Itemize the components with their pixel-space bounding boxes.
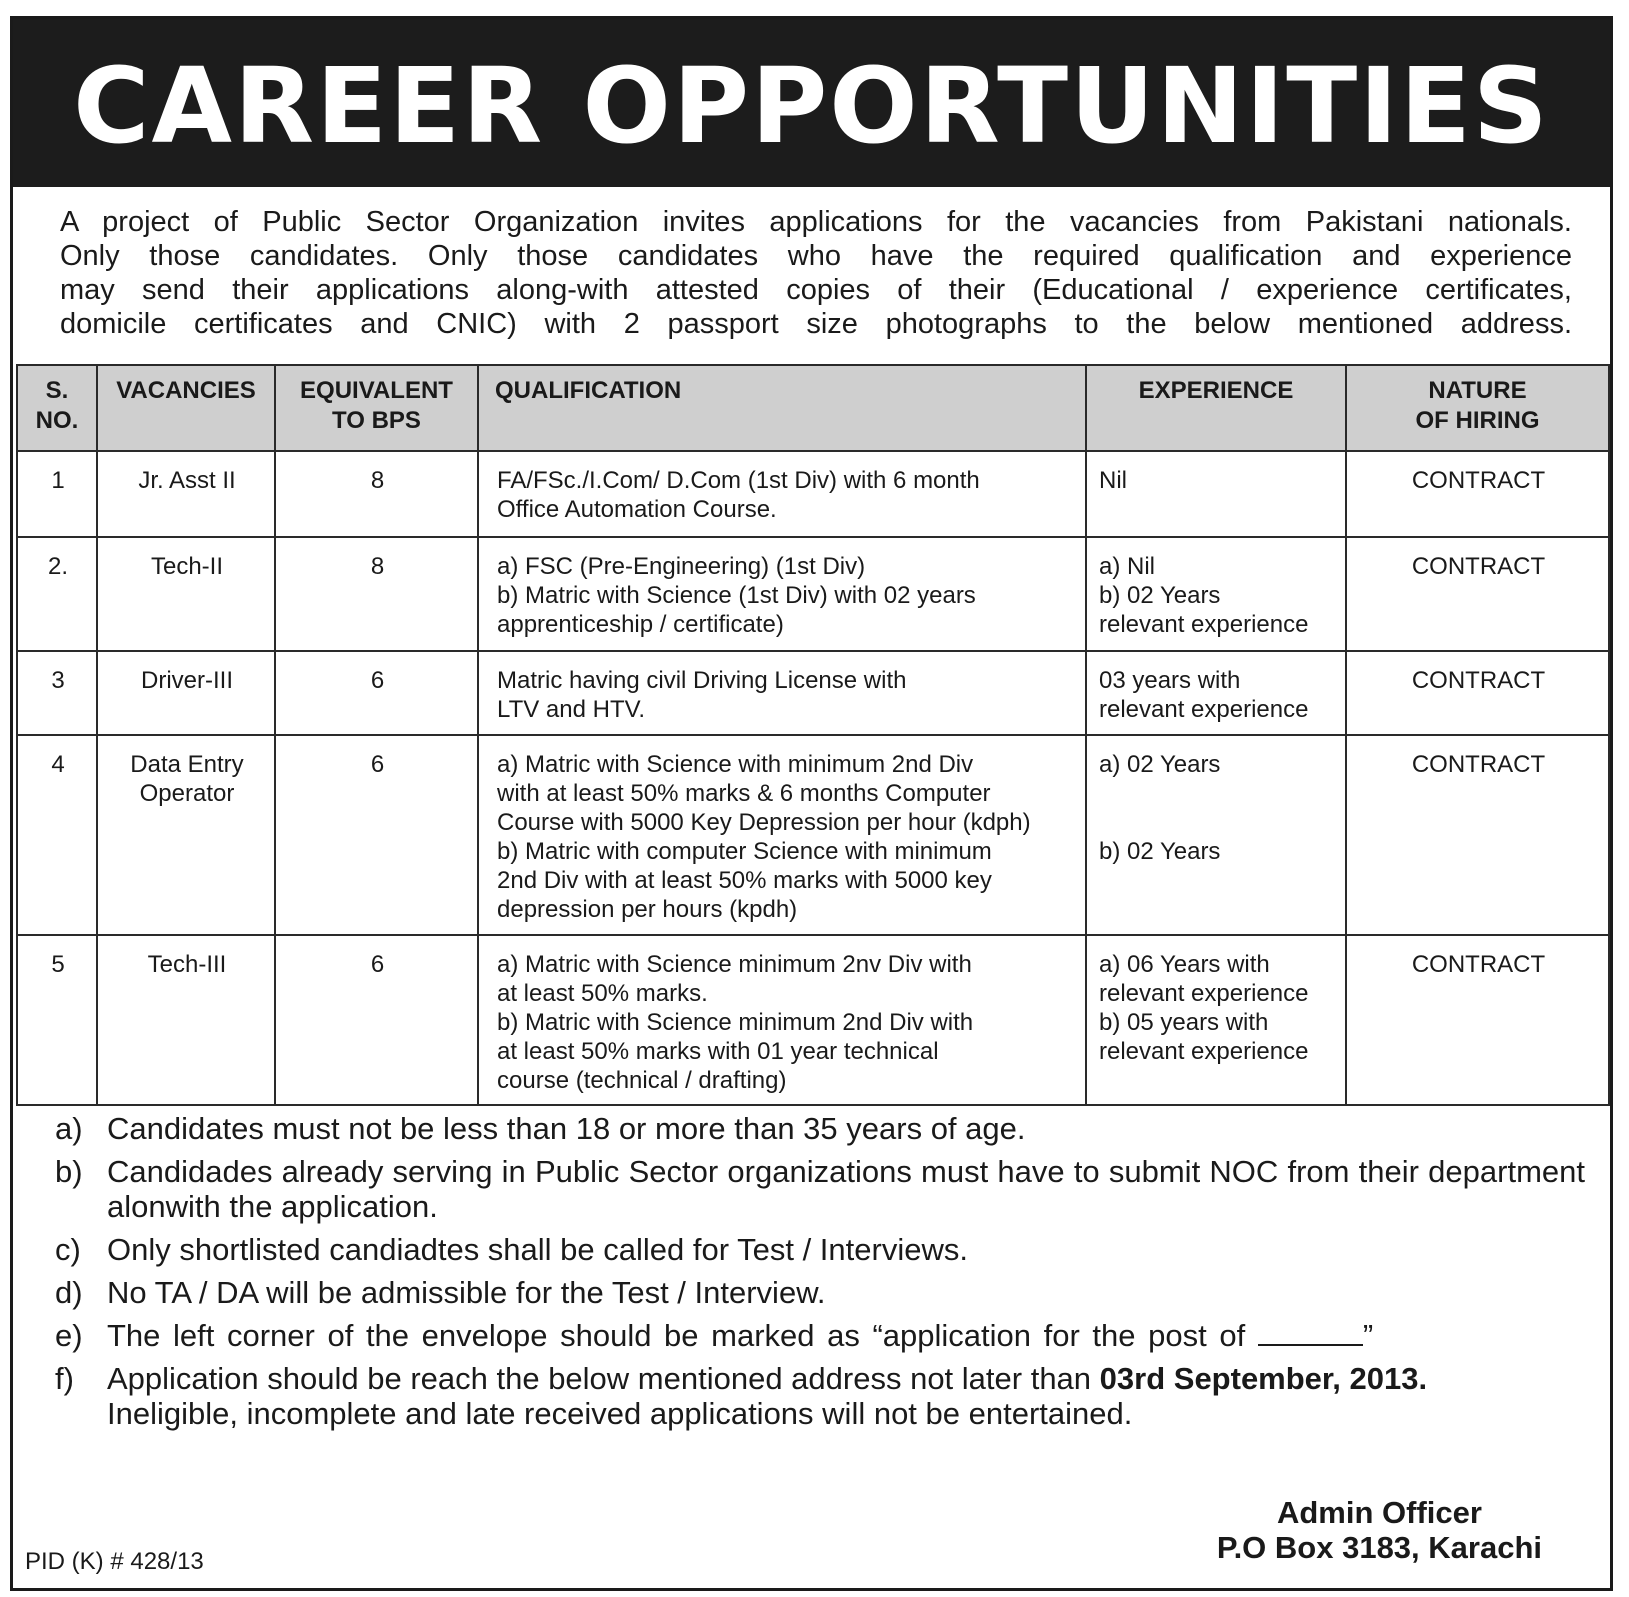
- closing-quote: ”: [1362, 1318, 1374, 1353]
- vacancy-line: Operator: [139, 780, 235, 807]
- cell-sno: 4: [17, 735, 97, 935]
- cell-bps: 6: [275, 735, 478, 935]
- header-hiring-line: NATURE: [1428, 377, 1527, 404]
- experience-line: 03 years with: [1099, 667, 1241, 694]
- header-qualification: QUALIFICATION: [478, 365, 1086, 451]
- condition-letter: e): [55, 1318, 83, 1353]
- condition-letter: a): [55, 1111, 83, 1146]
- header-sno-line: NO.: [35, 407, 79, 434]
- cell-bps: 6: [275, 935, 478, 1105]
- vacancy-line: Data Entry: [130, 751, 244, 778]
- intro-line: A project of Public Sector Organization invites applications for the vacancies from Pakistani nationals.: [60, 206, 1572, 238]
- experience-line: relevant experience: [1099, 1038, 1309, 1065]
- cell-sno: 1: [17, 451, 97, 537]
- qualification-line: with at least 50% marks & 6 months Computer: [497, 780, 991, 807]
- condition-item: [55, 1111, 1585, 1146]
- signature-title: Admin Officer: [1276, 1495, 1482, 1530]
- header-bps-line: EQUIVALENT: [300, 377, 453, 404]
- cell-hiring: CONTRACT: [1346, 735, 1609, 935]
- qualification-line: at least 50% marks with 01 year technical: [497, 1038, 939, 1065]
- qualification-line: b) Matric with computer Science with minimum: [497, 838, 992, 865]
- condition-text: [107, 1361, 1585, 1431]
- condition-text-main: Application should be reach the below mentioned address not later than: [107, 1361, 1092, 1396]
- cell-sno: 5: [17, 935, 97, 1105]
- cell-sno: 2.: [17, 537, 97, 651]
- intro-line: Only those candidates. Only those candidates who have the required qualification and experience: [60, 240, 1572, 272]
- cell-hiring: CONTRACT: [1346, 935, 1609, 1105]
- table-row: [17, 651, 1609, 735]
- table-row: [17, 735, 1609, 935]
- signature-block: [1217, 1495, 1542, 1565]
- condition-letter: b): [55, 1154, 83, 1189]
- title-banner: [13, 19, 1610, 187]
- table-header-row: [17, 365, 1609, 451]
- cell-qualification: [478, 735, 1086, 935]
- header-sno: [17, 365, 97, 451]
- condition-letter: d): [55, 1275, 83, 1310]
- header-sno-line: S.: [45, 377, 69, 404]
- qualification-line: FA/FSc./I.Com/ D.Com (1st Div) with 6 month: [497, 467, 980, 494]
- condition-text-second: Ineligible, incomplete and late received applications will not be entertained.: [107, 1396, 1133, 1431]
- cell-experience: [1086, 735, 1346, 935]
- cell-vacancy: [97, 537, 275, 651]
- experience-line: a) Nil: [1099, 553, 1156, 580]
- header-vacancies: VACANCIES: [97, 365, 275, 451]
- qualification-line: LTV and HTV.: [497, 696, 646, 723]
- header-bps: [275, 365, 478, 451]
- experience-line: a) 02 Years: [1099, 751, 1221, 778]
- qualification-line: Office Automation Course.: [497, 496, 777, 523]
- header-bps-line: TO BPS: [332, 407, 421, 434]
- cell-experience: [1086, 451, 1346, 537]
- cell-qualification: [478, 935, 1086, 1105]
- cell-hiring: CONTRACT: [1346, 651, 1609, 735]
- cell-qualification: [478, 651, 1086, 735]
- experience-line: Nil: [1099, 467, 1127, 494]
- table-row: [17, 451, 1609, 537]
- condition-letter: c): [55, 1232, 81, 1267]
- cell-hiring: CONTRACT: [1346, 537, 1609, 651]
- condition-text-main: The left corner of the envelope should be marked as “application for the post of: [107, 1318, 1246, 1353]
- condition-letter: f): [55, 1361, 74, 1396]
- cell-vacancy: [97, 651, 275, 735]
- qualification-line: b) Matric with Science minimum 2nd Div with: [497, 1009, 974, 1036]
- qualification-line: course (technical / drafting): [497, 1067, 787, 1094]
- cell-vacancy: [97, 735, 275, 935]
- qualification-line: b) Matric with Science (1st Div) with 02 years: [497, 582, 976, 609]
- condition-item: [55, 1361, 1585, 1431]
- condition-text: Only shortlisted candiadtes shall be called for Test / Interviews.: [107, 1232, 968, 1267]
- qualification-line: 2nd Div with at least 50% marks with 5000 key: [497, 867, 992, 894]
- experience-gap: [1099, 779, 1335, 837]
- header-hiring: [1346, 365, 1609, 451]
- intro-line: domicile certificates and CNIC) with 2 passport size photographs to the below mentioned address.: [60, 308, 1572, 340]
- cell-bps: 8: [275, 451, 478, 537]
- cell-bps: 6: [275, 651, 478, 735]
- cell-experience: [1086, 651, 1346, 735]
- qualification-line: Matric having civil Driving License with: [497, 667, 907, 694]
- deadline-date: 03rd September, 2013.: [1099, 1361, 1428, 1396]
- vacancies-table: [16, 364, 1610, 1106]
- cell-bps: 8: [275, 537, 478, 651]
- experience-line: a) 06 Years with: [1099, 951, 1270, 978]
- page-title: CAREER OPPORTUNITIES: [73, 45, 1550, 167]
- qualification-line: a) FSC (Pre-Engineering) (1st Div): [497, 553, 866, 580]
- cell-experience: [1086, 537, 1346, 651]
- experience-line: relevant experience: [1099, 980, 1309, 1007]
- qualification-line: a) Matric with Science minimum 2nv Div with: [497, 951, 972, 978]
- vacancy-line: Tech-II: [150, 553, 224, 580]
- qualification-line: Course with 5000 Key Depression per hour (kdph): [497, 809, 1031, 836]
- cell-qualification: [478, 537, 1086, 651]
- condition-text: [107, 1318, 1585, 1353]
- condition-item: [55, 1232, 1585, 1267]
- header-hiring-line: OF HIRING: [1415, 407, 1540, 434]
- experience-line: relevant experience: [1099, 696, 1309, 723]
- cell-hiring: CONTRACT: [1346, 451, 1609, 537]
- experience-line: relevant experience: [1099, 611, 1309, 638]
- qualification-line: at least 50% marks.: [497, 980, 708, 1007]
- intro-line: may send their applications along-with attested copies of their (Educational / experience certificates,: [60, 274, 1572, 306]
- cell-sno: 3: [17, 651, 97, 735]
- cell-experience: [1086, 935, 1346, 1105]
- experience-line: b) 02 Years: [1099, 838, 1221, 865]
- vacancy-line: Driver-III: [141, 667, 233, 694]
- blank-line: [1258, 1322, 1363, 1346]
- vacancy-line: Jr. Asst II: [138, 467, 236, 494]
- cell-qualification: [478, 451, 1086, 537]
- qualification-line: depression per hours (kpdh): [497, 896, 798, 923]
- condition-text: Candidades already serving in Public Sector organizations must have to submit NOC from their department alonwith the application.: [107, 1154, 1585, 1224]
- condition-item: [55, 1154, 1585, 1224]
- experience-line: b) 05 years with: [1099, 1009, 1269, 1036]
- cell-vacancy: [97, 451, 275, 537]
- header-experience: EXPERIENCE: [1086, 365, 1346, 451]
- intro-paragraph: [60, 205, 1572, 341]
- qualification-line: apprenticeship / certificate): [497, 611, 784, 638]
- condition-text: Candidates must not be less than 18 or more than 35 years of age.: [107, 1111, 1026, 1146]
- advertisement-frame: [10, 16, 1613, 1591]
- vacancy-line: Tech-III: [147, 951, 227, 978]
- experience-line: b) 02 Years: [1099, 582, 1221, 609]
- table-row: [17, 935, 1609, 1105]
- cell-vacancy: [97, 935, 275, 1105]
- table-row: [17, 537, 1609, 651]
- signature-address: P.O Box 3183, Karachi: [1216, 1530, 1542, 1565]
- qualification-line: a) Matric with Science with minimum 2nd Div: [497, 751, 974, 778]
- pid-reference: PID (K) # 428/13: [25, 1548, 204, 1575]
- condition-item: [55, 1318, 1585, 1353]
- condition-item: [55, 1275, 1585, 1310]
- conditions-list: [55, 1111, 1585, 1439]
- condition-text: No TA / DA will be admissible for the Test / Interview.: [107, 1275, 826, 1310]
